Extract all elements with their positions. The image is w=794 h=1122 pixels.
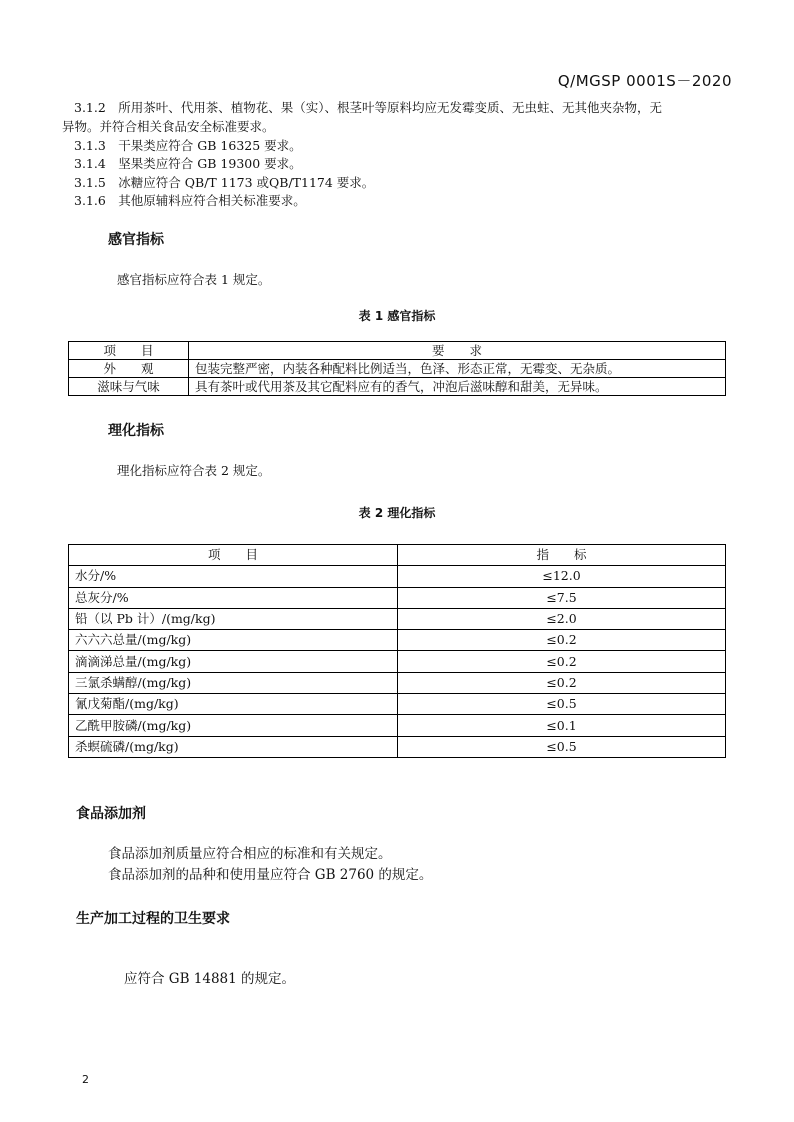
- row-label: 外 观: [69, 360, 189, 378]
- table-row: [69, 672, 726, 693]
- row-label: 滋味与气味: [69, 378, 189, 396]
- sensory-table: [68, 341, 726, 396]
- row-label: 乙酰甲胺磷/(mg/kg): [69, 715, 398, 736]
- row-value: ≤0.1: [398, 715, 726, 736]
- physchem-table: [68, 544, 726, 758]
- hygiene-heading: 生产加工过程的卫生要求: [76, 911, 230, 927]
- table-header-row: [69, 545, 726, 566]
- row-value: ≤0.5: [398, 694, 726, 715]
- row-label: 滴滴涕总量/(mg/kg): [69, 651, 398, 672]
- page-number: 2: [82, 1073, 89, 1086]
- row-value: ≤7.5: [398, 587, 726, 608]
- clause-3-1-2-line2: 异物。并符合相关食品安全标准要求。: [62, 119, 275, 134]
- table-row: [69, 651, 726, 672]
- header-cell-index: 指 标: [398, 545, 726, 566]
- row-value: ≤2.0: [398, 608, 726, 629]
- header-cell-item: 项 目: [69, 342, 189, 360]
- row-value: ≤0.5: [398, 736, 726, 757]
- row-label: 总灰分/%: [69, 587, 398, 608]
- table-row: [69, 587, 726, 608]
- clause-3-1-4: 3.1.4 坚果类应符合 GB 19300 要求。: [74, 156, 302, 171]
- table-1-caption: 表 1 感官指标: [358, 309, 436, 323]
- additives-line-2: 食品添加剂的品种和使用量应符合 GB 2760 的规定。: [108, 867, 433, 883]
- table-row: [69, 715, 726, 736]
- hygiene-line-1: 应符合 GB 14881 的规定。: [124, 971, 296, 987]
- table-row: [69, 378, 726, 396]
- row-value: 包装完整严密，内装各种配料比例适当，色泽、形态正常，无霉变、无杂质。: [189, 360, 726, 378]
- table-row: [69, 566, 726, 587]
- row-label: 铅（以 Pb 计）/(mg/kg): [69, 608, 398, 629]
- physchem-intro: 理化指标应符合表 2 规定。: [117, 463, 271, 478]
- row-label: 杀螟硫磷/(mg/kg): [69, 736, 398, 757]
- physchem-heading: 理化指标: [108, 423, 164, 439]
- table-2-caption: 表 2 理化指标: [358, 506, 436, 520]
- table-row: [69, 630, 726, 651]
- clause-3-1-6: 3.1.6 其他原辅料应符合相关标准要求。: [74, 193, 306, 208]
- clause-3-1-2-line1: 3.1.2 所用茶叶、代用茶、植物花、果（实）、根茎叶等原料均应无发霉变质、无虫蛀、无其他夹杂物，无: [74, 100, 663, 115]
- row-label: 三氯杀螨醇/(mg/kg): [69, 672, 398, 693]
- table-row: [69, 694, 726, 715]
- clause-3-1-3: 3.1.3 干果类应符合 GB 16325 要求。: [74, 138, 302, 153]
- row-value: ≤12.0: [398, 566, 726, 587]
- row-label: 氰戊菊酯/(mg/kg): [69, 694, 398, 715]
- header-cell-requirement: 要 求: [189, 342, 726, 360]
- additives-line-1: 食品添加剂质量应符合相应的标准和有关规定。: [108, 846, 392, 862]
- sensory-heading: 感官指标: [108, 232, 164, 248]
- additives-heading: 食品添加剂: [76, 806, 146, 822]
- row-label: 六六六总量/(mg/kg): [69, 630, 398, 651]
- row-label: 水分/%: [69, 566, 398, 587]
- sensory-intro: 感官指标应符合表 1 规定。: [117, 272, 271, 287]
- row-value: ≤0.2: [398, 672, 726, 693]
- table-header-row: [69, 342, 726, 360]
- table-row: [69, 360, 726, 378]
- row-value: ≤0.2: [398, 651, 726, 672]
- table-row: [69, 736, 726, 757]
- clause-3-1-5: 3.1.5 冰糖应符合 QB/T 1173 或QB/T1174 要求。: [74, 175, 375, 190]
- row-value: 具有茶叶或代用茶及其它配料应有的香气，冲泡后滋味醇和甜美，无异味。: [189, 378, 726, 396]
- table-row: [69, 608, 726, 629]
- header-cell-item: 项 目: [69, 545, 398, 566]
- row-value: ≤0.2: [398, 630, 726, 651]
- document-code: Q/MGSP 0001S－2020: [557, 72, 732, 90]
